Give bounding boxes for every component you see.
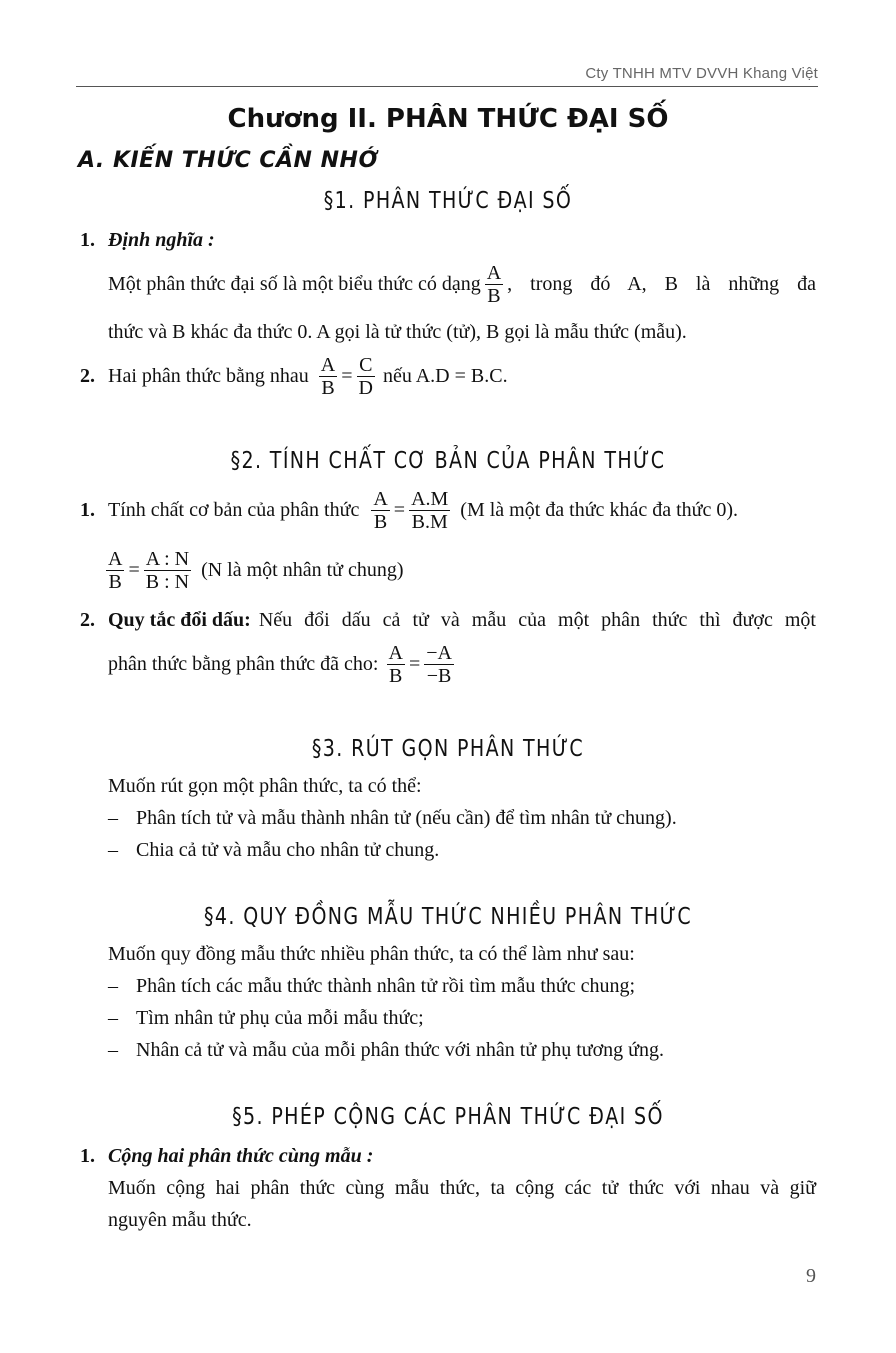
s5-item1-heading: Cộng hai phân thức cùng mẫu : <box>108 1145 374 1167</box>
s2-item1-fraction-2 <box>409 488 450 533</box>
s1-item1-heading: Định nghĩa : <box>108 229 215 251</box>
fraction-denominator: D <box>358 376 373 399</box>
s2-item2-fraction-1 <box>387 642 405 687</box>
s2-item1-fraction-1 <box>371 488 389 533</box>
s1-item1-number: 1. <box>80 229 95 251</box>
fraction-denominator: −B <box>426 664 452 687</box>
s1-definition-text-c: thức và B khác đa thức 0. A gọi là tử thức (tử), B gọi là mẫu thức (mẫu). <box>108 321 687 343</box>
chapter-title: Chương II. PHÂN THỨC ĐẠI SỐ <box>227 104 669 134</box>
section-5-title: §5. PHÉP CỘNG CÁC PHÂN THỨC ĐẠI SỐ <box>232 1104 664 1130</box>
s3-item-1: Phân tích tử và mẫu thành nhân tử (nếu cần) để tìm nhân tử chung). <box>136 807 677 829</box>
equals-sign: = <box>128 559 140 581</box>
s3-item-2: Chia cả tử và mẫu cho nhân tử chung. <box>136 839 440 861</box>
fraction-denominator: B <box>321 376 335 399</box>
s2-item1-fraction-4 <box>144 548 191 593</box>
s2-item2-fraction-2 <box>424 642 454 687</box>
s1-item2-text-a: Hai phân thức bằng nhau <box>108 365 309 387</box>
s1-definition-fraction <box>485 262 503 307</box>
fraction-numerator: −A <box>426 641 452 664</box>
fraction-numerator: A.M <box>411 487 449 510</box>
s1-item2-fraction-1 <box>319 354 337 399</box>
s4-intro: Muốn quy đồng mẫu thức nhiều phân thức, ta có thể làm như sau: <box>108 943 635 965</box>
s2-item2-heading: Quy tắc đổi dấu: <box>108 609 251 631</box>
equals-sign: = <box>341 365 353 387</box>
s5-item1-text-b: nguyên mẫu thức. <box>108 1209 252 1231</box>
bullet-dash: – <box>108 1039 118 1061</box>
fraction-denominator: B : N <box>145 570 190 593</box>
bullet-dash: – <box>108 975 118 997</box>
s2-item2-line <box>108 608 816 632</box>
fraction-denominator: B <box>108 570 122 593</box>
section-3-title: §3. RÚT GỌN PHÂN THỨC <box>311 736 585 762</box>
s5-item1-text-a: Muốn cộng hai phân thức cùng mẫu thức, ta cộng các tử thức với nhau và giữ <box>108 1177 816 1199</box>
s2-item1-number: 1. <box>80 499 95 521</box>
s1-definition-text-b: , trong đó A, B là những đa <box>507 273 816 295</box>
s2-item2-text-b: phân thức bằng phân thức đã cho: <box>108 653 379 675</box>
fraction-denominator: B <box>389 664 403 687</box>
s2-item2-number: 2. <box>80 609 95 631</box>
section-2-title: §2. TÍNH CHẤT CƠ BẢN CỦA PHÂN THỨC <box>230 448 666 474</box>
s4-item-3: Nhân cả tử và mẫu của mỗi phân thức với nhân tử phụ tương ứng. <box>136 1039 665 1061</box>
s2-item1-line-2 <box>106 544 404 596</box>
fraction-denominator: B <box>373 510 388 533</box>
s1-item2-text-b: nếu A.D = B.C. <box>382 365 508 387</box>
s5-item1-number: 1. <box>80 1145 95 1167</box>
equals-sign: = <box>408 653 421 675</box>
bullet-dash: – <box>108 839 118 861</box>
fraction-numerator: A : N <box>145 547 190 570</box>
s2-item1-text-c: (N là một nhân tử chung) <box>201 559 404 581</box>
page-header <box>76 62 818 87</box>
part-title: A. KIẾN THỨC CẦN NHỚ <box>78 148 378 173</box>
s1-item2-number: 2. <box>80 365 95 387</box>
s3-intro: Muốn rút gọn một phân thức, ta có thể: <box>108 775 422 797</box>
s2-item2-line-2 <box>108 638 458 690</box>
s4-item-2: Tìm nhân tử phụ của mỗi mẫu thức; <box>136 1007 424 1029</box>
s1-item2-fraction-2 <box>357 354 375 399</box>
equals-sign: = <box>393 499 406 521</box>
fraction-numerator: A <box>486 261 502 284</box>
fraction-denominator: B.M <box>411 510 448 533</box>
s2-item1-text-b: (M là một đa thức khác đa thức 0). <box>460 499 739 521</box>
fraction-numerator: C <box>357 354 375 377</box>
fraction-numerator: A <box>373 487 388 510</box>
header-company: Cty TNHH MTV DVVH Khang Việt <box>585 65 818 82</box>
section-1-title: §1. PHÂN THỨC ĐẠI SỐ <box>323 188 573 214</box>
s2-item1-text-a: Tính chất cơ bản của phân thức <box>108 499 360 521</box>
s1-item2-line <box>108 350 508 402</box>
s1-definition-text-a: Một phân thức đại số là một biểu thức có dạng <box>108 273 481 295</box>
page-number: 9 <box>806 1265 816 1287</box>
s1-definition-line <box>108 256 816 312</box>
fraction-numerator: A <box>320 353 336 376</box>
section-4-title: §4. QUY ĐỒNG MẪU THỨC NHIỀU PHÂN THỨC <box>203 904 693 930</box>
bullet-dash: – <box>108 1007 118 1029</box>
fraction-numerator: A <box>388 641 403 664</box>
fraction-numerator: A <box>108 547 123 570</box>
s2-item1-fraction-3 <box>106 548 124 593</box>
bullet-dash: – <box>108 807 118 829</box>
fraction-denominator: B <box>487 284 501 307</box>
s2-item1-line <box>108 484 816 536</box>
s2-item2-text-a: Nếu đổi dấu cả tử và mẫu của một phân thức thì được một <box>258 609 816 631</box>
s4-item-1: Phân tích các mẫu thức thành nhân tử rồi tìm mẫu thức chung; <box>136 975 636 997</box>
